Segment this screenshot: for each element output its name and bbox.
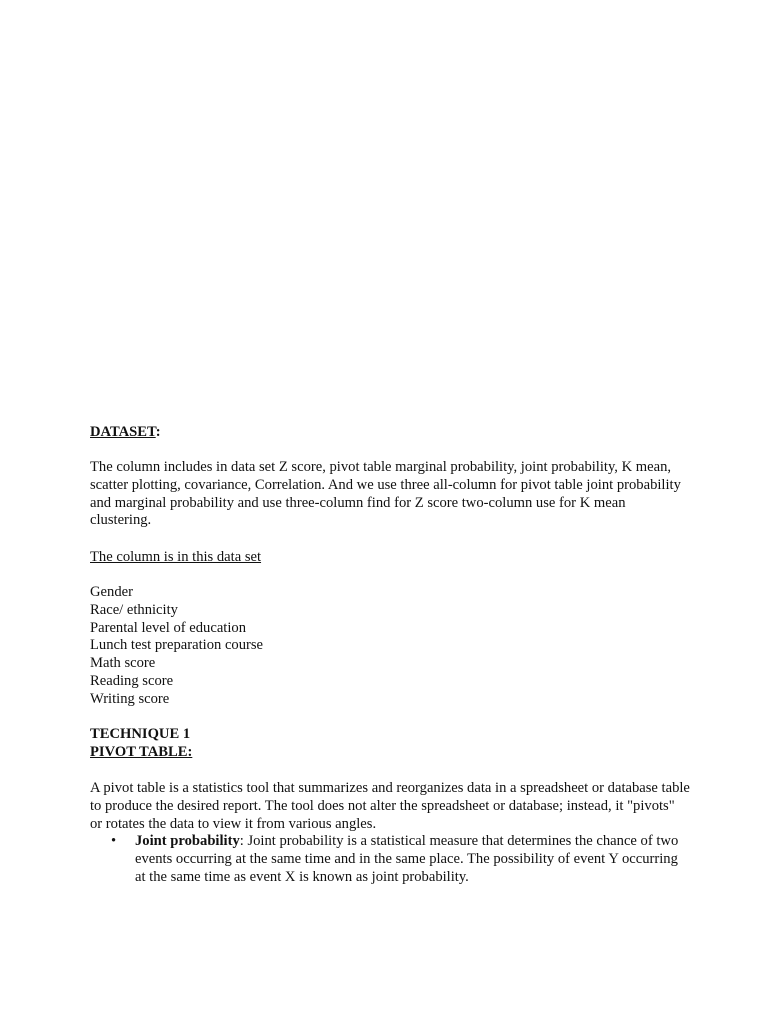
bullet-dot-icon: • [111, 833, 117, 849]
dataset-heading-line [90, 424, 690, 442]
column-item-writing-score: Writing score [90, 690, 170, 707]
column-item-gender: Gender [90, 584, 133, 600]
dataset-heading: DATASET [90, 424, 156, 440]
column-item-math-score: Math score [90, 655, 156, 672]
pivot-table-description: A pivot table is a statistics tool that summarizes and reorganizes data in a spreadsheet or database table to produce the desired report. The tool does not alter the spreadsheet or database; instead, it "pivots" or rotates the data to view it from various angles. [90, 780, 690, 832]
pivot-table-bullets [90, 833, 690, 886]
dataset-heading-colon: : [155, 424, 161, 440]
column-item-reading-score: Reading score [90, 672, 174, 689]
columns-label-text: The column is in this data set [90, 549, 262, 565]
pivot-table-heading: PIVOT TABLE: [90, 744, 193, 760]
column-item-parental-education: Parental level of education [90, 619, 247, 636]
columns-label [90, 549, 690, 567]
dataset-intro-paragraph: The column includes in data set Z score, pivot table marginal probability, joint probability, K mean, scatter plotting, covariance, Correlation. And we use three all-column for pivot table joint probability and marginal probability and use three-column find for Z score two-column use for K mean clustering. [90, 459, 681, 529]
joint-probability-term: Joint probability [135, 833, 240, 849]
columns-list [90, 584, 690, 709]
column-item-lunch-test-prep: Lunch test preparation course [90, 637, 264, 654]
column-item-race: Race/ ethnicity [90, 601, 178, 618]
technique-1-label: TECHNIQUE 1 [90, 726, 191, 742]
joint-probability-text: : Joint probability is a statistical measure that determines the chance of two events occurring at the same time and in the same place. The possibility of event Y occurring at the same time as event X is known as joint probability. [135, 833, 679, 885]
bullet-joint-probability [90, 833, 690, 886]
